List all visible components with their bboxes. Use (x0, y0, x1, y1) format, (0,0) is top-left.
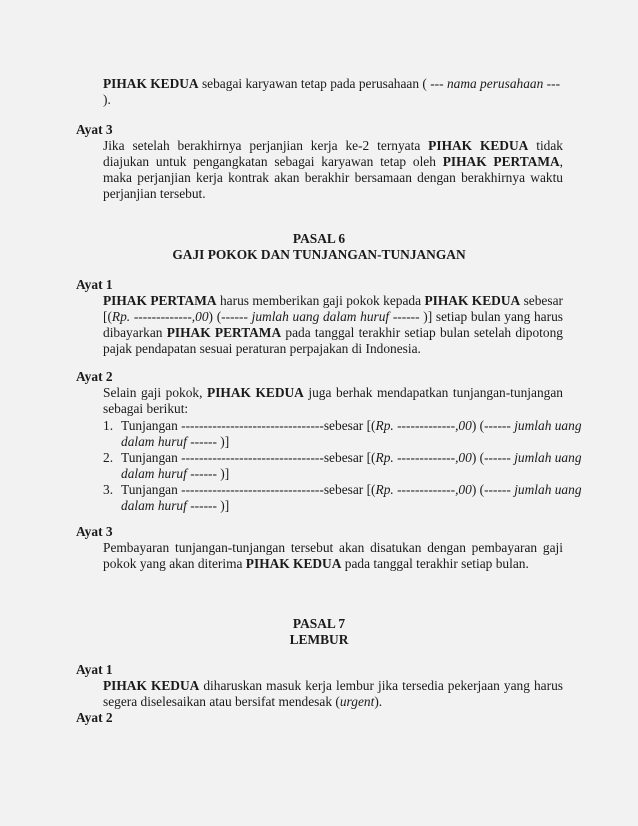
allowance-list-item: 1. Tunjangan -------------------------------- sebesar [(Rp. -------------,00) (------ jumlah uang dalam huruf ------ )] (103, 418, 582, 449)
ayat-label: Ayat 1 (76, 277, 113, 292)
ayat3-paragraph: Jika setelah berakhirnya perjanjian kerja ke-2 ternyata PIHAK KEDUA tidak diajukan untuk pengangkatan sebagai karyawan tetap oleh PIHAK PERTAMA, maka perjanjian kerja kontrak akan berakhir bersamaan dengan berakhirnya waktu perjanjian tersebut. (103, 138, 563, 201)
pasal-7-number: PASAL 7 (292, 616, 346, 631)
pasal6-ayat1-paragraph: PIHAK PERTAMA harus memberikan gaji pokok kepada PIHAK KEDUA sebesar [(Rp. -------------,00) (------ jumlah uang dalam huruf ------ )] setiap bulan yang harus dibayarkan PIHAK PERTAMA pada tanggal terakhir setiap bulan setelah dipotong pajak pendapatan sesuai peraturan perpajakan di Indonesia. (103, 293, 563, 356)
allowance-list-item: 2. Tunjangan -------------------------------- sebesar [(Rp. -------------,00) (------ jumlah uang dalam huruf ------ )] (103, 450, 582, 481)
ayat-label: Ayat 1 (76, 662, 113, 677)
ayat-label: Ayat 2 (76, 710, 113, 725)
pasal6-ayat3-paragraph: Pembayaran tunjangan-tunjangan tersebut akan disatukan dengan pembayaran gaji pokok yang akan diterima PIHAK KEDUA pada tanggal terakhir setiap bulan. (103, 540, 563, 571)
ayat-label: Ayat 2 (76, 369, 113, 384)
intro-paragraph: PIHAK KEDUA sebagai karyawan tetap pada perusahaan ( --- nama perusahaan --- ). (103, 76, 561, 107)
company-placeholder: nama perusahaan (446, 76, 544, 91)
pasal7-ayat1-paragraph: PIHAK KEDUA diharuskan masuk kerja lembur jika tersedia pekerjaan yang harus segera diselesaikan atau bersifat mendesak (urgent). (103, 678, 563, 709)
ayat-label: Ayat 3 (76, 524, 113, 539)
pasal-7-title: LEMBUR (289, 632, 349, 647)
pasal-6-title: GAJI POKOK DAN TUNJANGAN-TUNJANGAN (172, 247, 466, 262)
ayat-label: Ayat 3 (76, 122, 113, 137)
allowance-list-item: 3. Tunjangan -------------------------------- sebesar [(Rp. -------------,00) (------ jumlah uang dalam huruf ------ )] (103, 482, 582, 513)
party-two-label: PIHAK KEDUA (103, 76, 199, 91)
pasal6-ayat2-paragraph: Selain gaji pokok, PIHAK KEDUA juga berhak mendapatkan tunjangan-tunjangan sebagai berikut: 1. Tunjangan -------------------------------- sebesar [(Rp. -------------,00) (------ jumlah uang dalam huruf ------ )] 2. Tunjangan -------------------------------- sebesar [(Rp. -------------,00) (------ jumlah uang dalam huruf ------ )] 3. Tunjangan -------------------------------- sebesar [(Rp. -------------,00) (------ jumlah uang dalam huruf ------ )] (103, 385, 582, 513)
pasal-6-number: PASAL 6 (292, 231, 346, 246)
